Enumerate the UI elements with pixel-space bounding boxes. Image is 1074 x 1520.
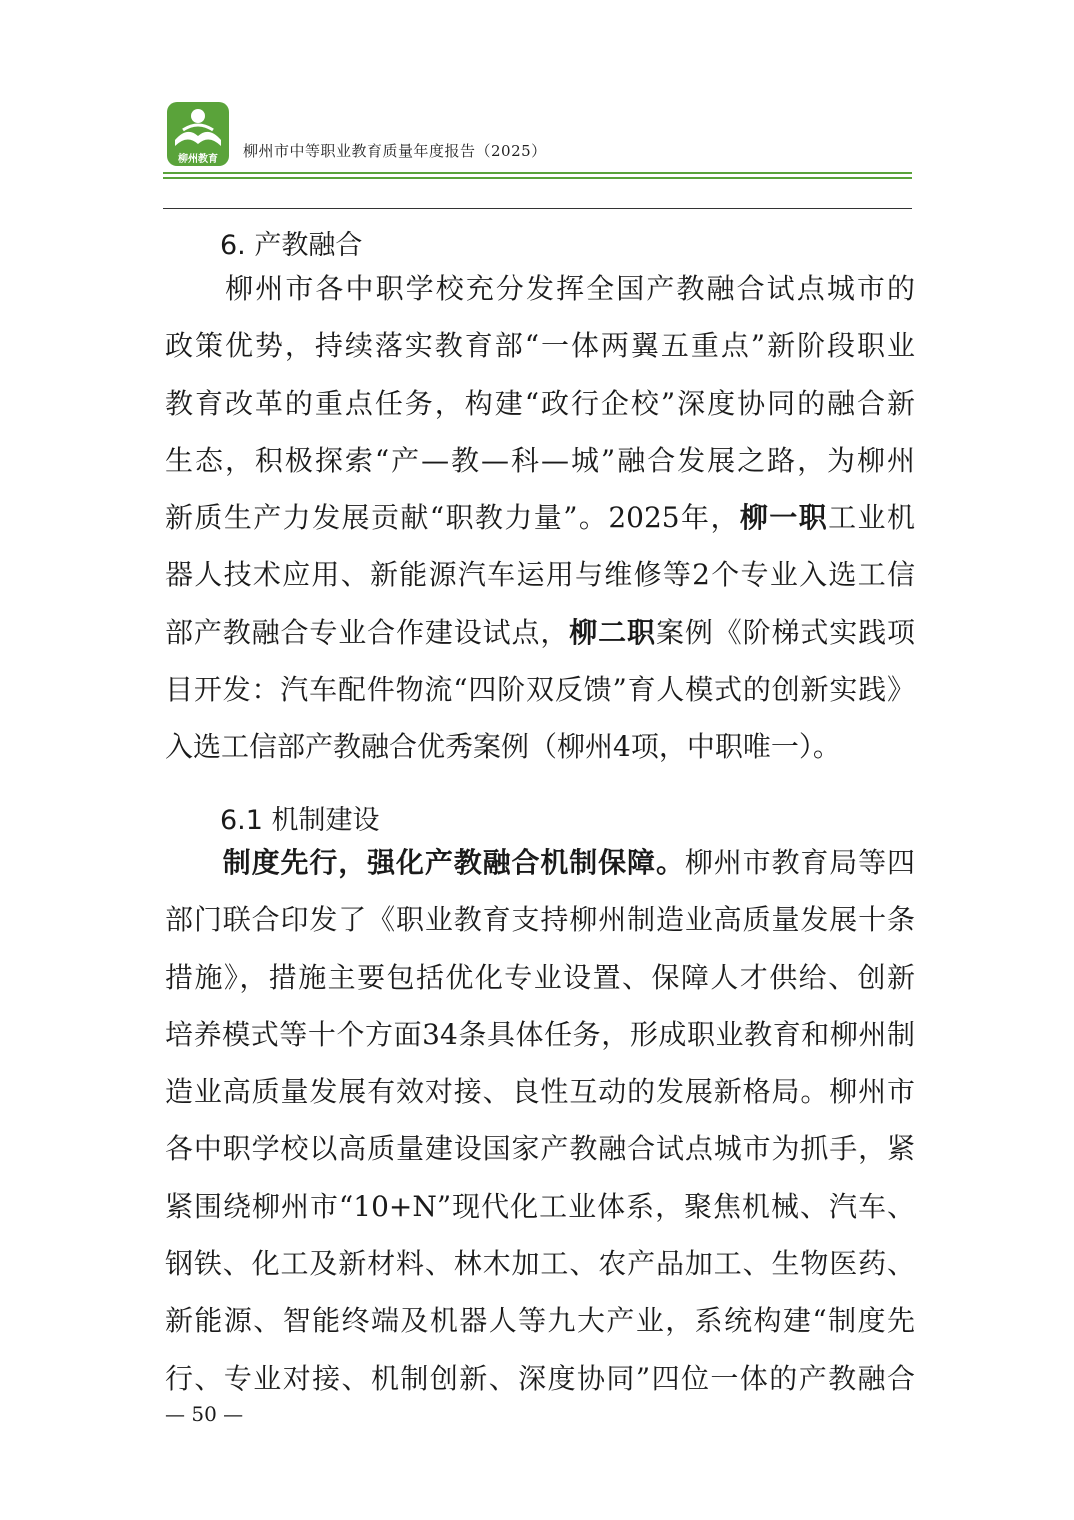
header-divider [163,208,912,209]
line-text: 各中职学校以高质量建设国家产教融合试点城市为抓手，紧 [165,1132,915,1166]
text-line [165,834,915,891]
text-line [165,661,915,718]
text-line [165,949,915,1006]
bold-text: 柳二职 [569,615,656,649]
line-text: 造业高质量发展有效对接、良性互动的发展新格局。柳州市 [165,1075,915,1109]
line-text: 器人技术应用、新能源汽车运用与维修等2个专业入选工信 [165,558,915,592]
section-6-1-paragraph [165,834,915,1407]
header-rule-top [163,172,912,174]
text-line [165,1120,915,1177]
logo-sun [191,109,205,123]
logo-text: 柳州教育 [178,154,218,165]
line-text: 措施》，措施主要包括优化专业设置、保障人才供给、创新 [165,960,915,994]
line-text: 部产教融合专业合作建设试点， [165,615,570,649]
line-text: 生态，积极探索“产—教—科—城”融合发展之路，为柳州 [165,443,915,477]
line-text: 新质生产力发展贡献“职教力量”。2025年， [165,501,740,535]
text-line [165,317,915,374]
text-line [165,546,915,603]
line-text: 柳州市各中职学校充分发挥全国产教融合试点城市的 [165,272,915,305]
header-rule-bottom [163,177,912,179]
line-text: 案例《阶梯式实践项 [655,615,915,649]
section-6-paragraph [165,260,915,776]
text-line [165,432,915,489]
text-line [165,1235,915,1292]
section-6-heading: 6. 产教融合 [220,230,363,261]
section-6-1-heading: 6.1 机制建设 [220,805,380,836]
line-text: 政策优势，持续落实教育部“一体两翼五重点”新阶段职业 [165,329,915,363]
text-line [165,489,915,546]
text-line [165,718,915,775]
line-text: 培养模式等十个方面34条具体任务，形成职业教育和柳州制 [165,1017,915,1051]
text-line [165,1006,915,1063]
text-line [165,1292,915,1349]
line-text: 入选工信部产教融合优秀案例（柳州4项，中职唯一）。 [165,730,841,764]
line-text: 行、专业对接、机制创新、深度协同”四位一体的产教融合 [165,1361,915,1395]
line-text: 新能源、智能终端及机器人等九大产业，系统构建“制度先 [165,1304,915,1338]
header-title: 柳州市中等职业教育质量年度报告（2025） [243,142,547,160]
line-text: 柳州市教育局等四 [684,846,915,879]
text-line [165,604,915,661]
line-text: 教育改革的重点任务，构建“政行企校”深度协同的融合新 [165,386,915,420]
bold-text: 制度先行，强化产教融合机制保障。 [222,846,685,879]
line-text: 目开发：汽车配件物流“四阶双反馈”育人模式的创新实践》 [165,673,915,707]
text-line [165,260,915,317]
line-text: 工业机 [828,501,915,535]
line-text: 钢铁、化工及新材料、林木加工、农产品加工、生物医药、 [165,1247,915,1281]
line-text [165,846,223,879]
text-line [165,1350,915,1407]
line-text: 部门联合印发了《职业教育支持柳州制造业高质量发展十条 [165,903,915,937]
bold-text: 柳一职 [739,501,829,535]
text-line [165,1178,915,1235]
line-text: 紧围绕柳州市“10+N”现代化工业体系，聚焦机械、汽车、 [165,1189,915,1223]
liuzhou-education-logo [163,100,233,168]
text-line [165,1063,915,1120]
text-line [165,375,915,432]
text-line [165,891,915,948]
page-number: — 50 — [165,1402,244,1426]
